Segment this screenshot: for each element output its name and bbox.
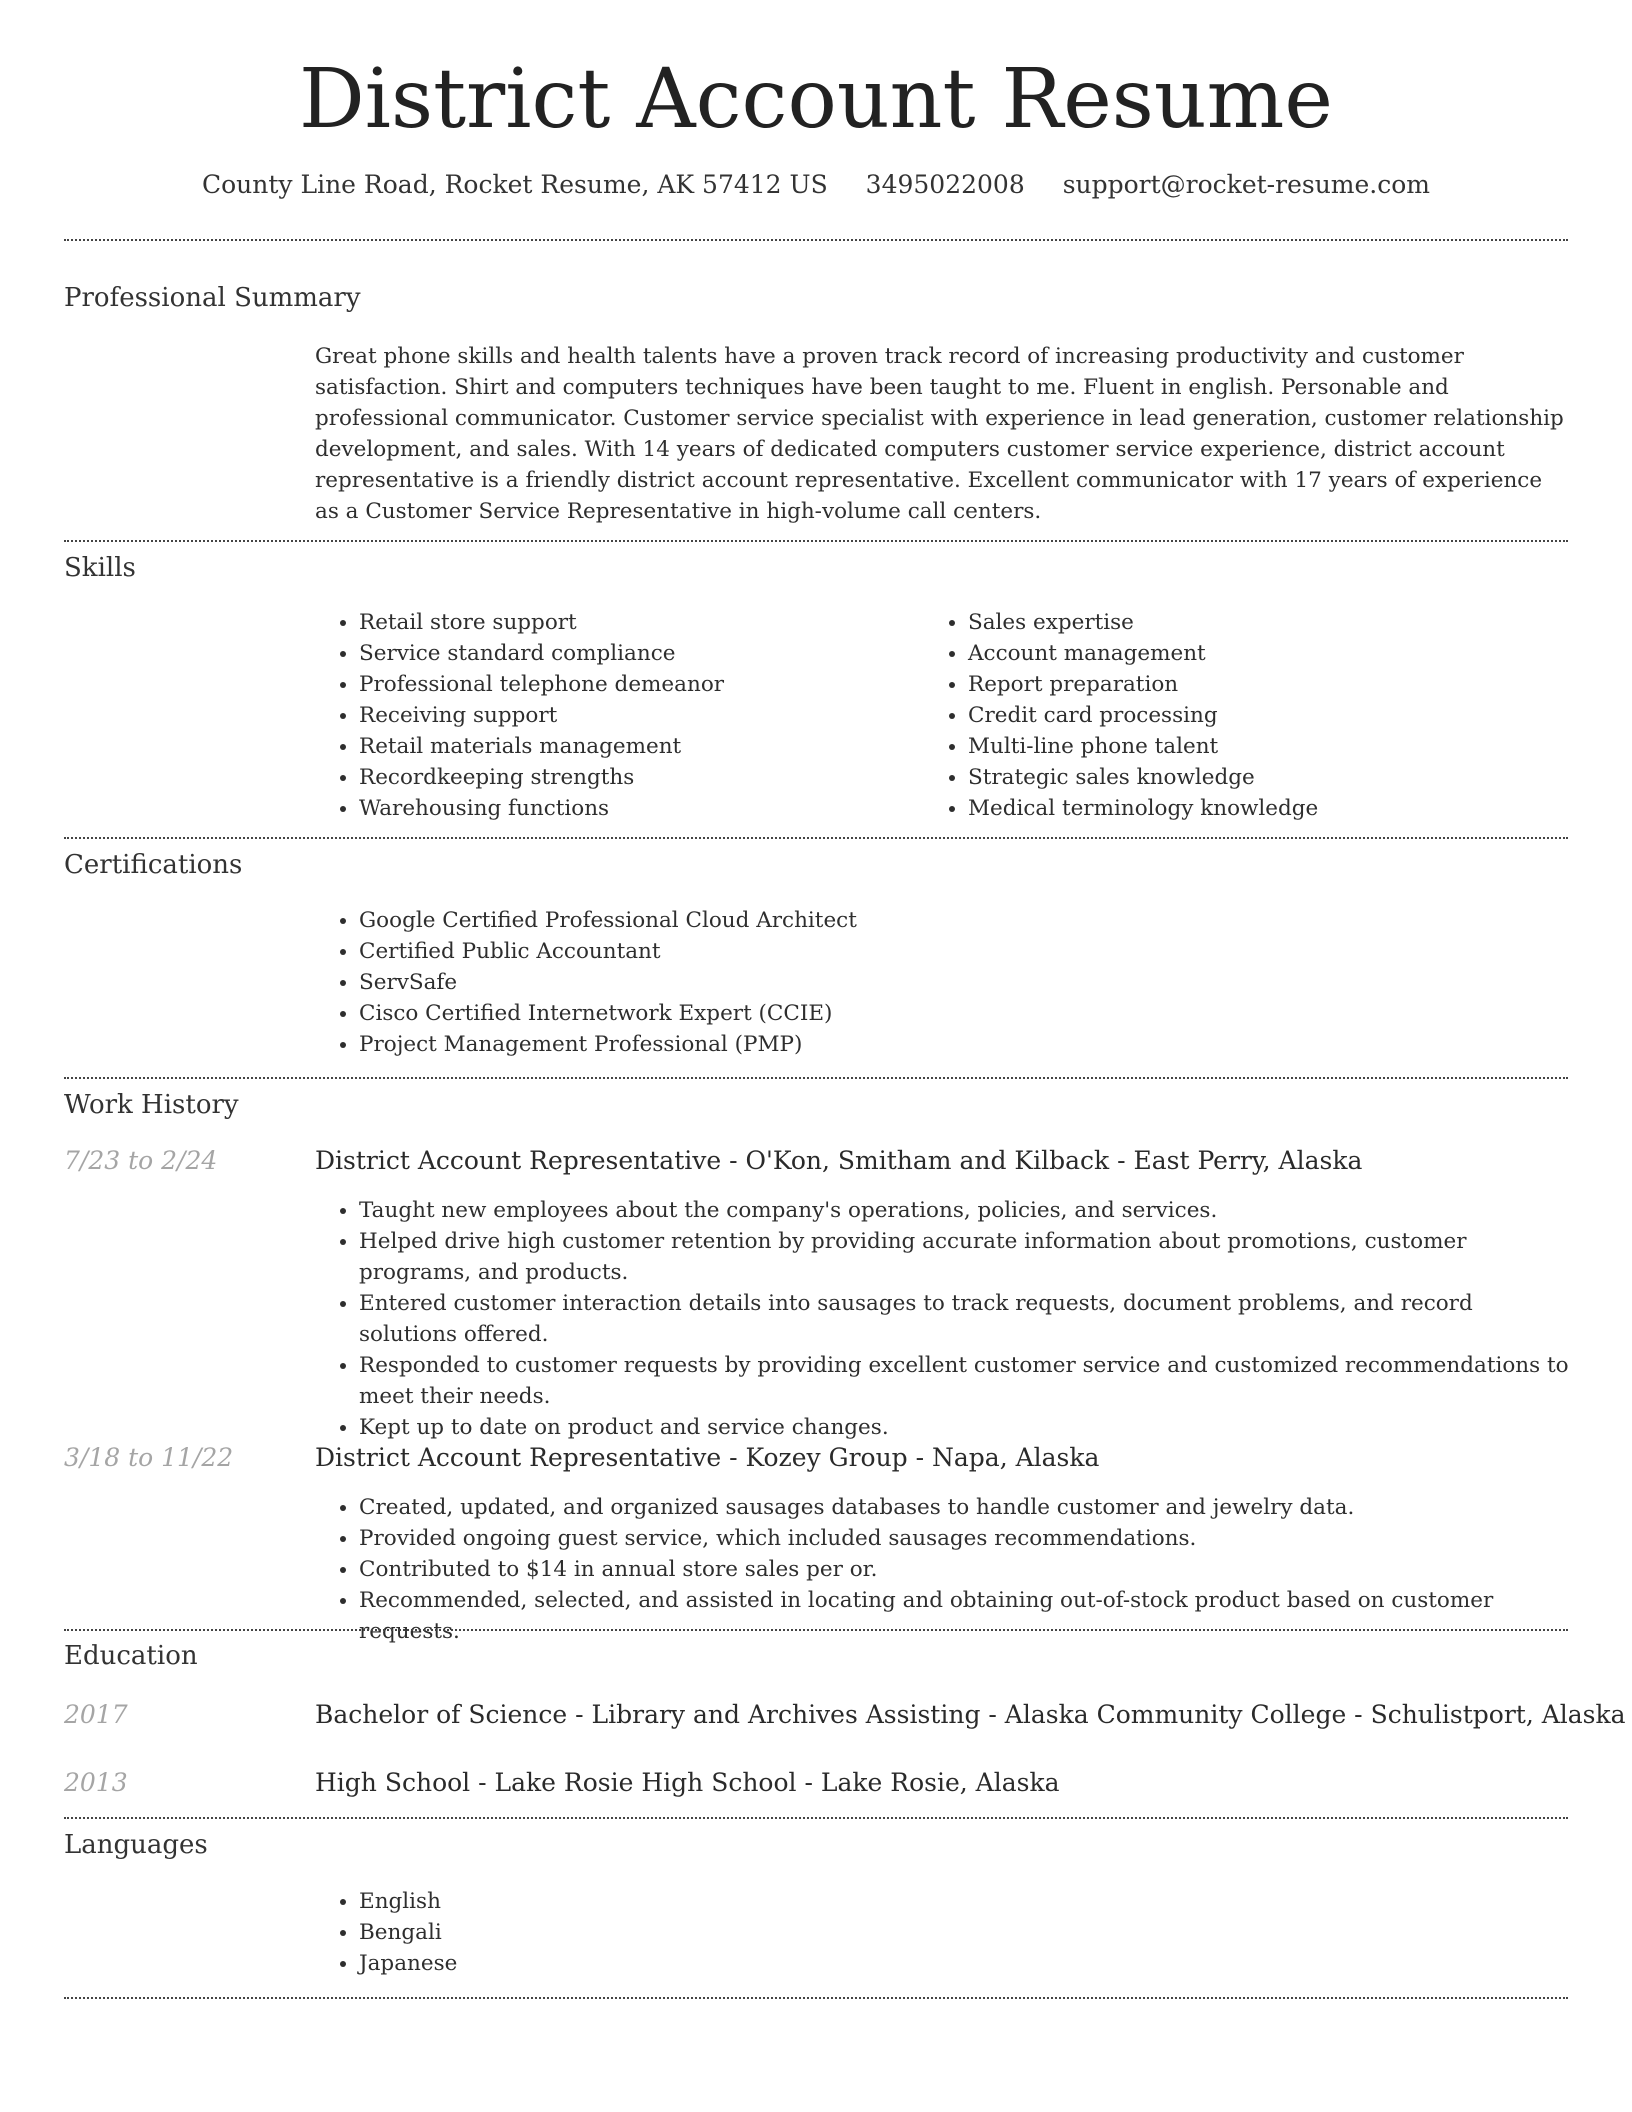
skills-heading: Skills	[64, 553, 136, 583]
education-heading: Education	[64, 1641, 198, 1671]
address: County Line Road, Rocket Resume, AK 57412 US	[201, 170, 828, 199]
skills-left-column	[315, 607, 915, 824]
list-item: • Recommended, selected, and assisted in locating and obtaining out-of-stock product based on customer requests.	[359, 1585, 1570, 1647]
list-item: • Cisco Certified Internetwork Expert (CCIE)	[359, 998, 1565, 1029]
list-item: • ServSafe	[359, 967, 1565, 998]
list-item: • Kept up to date on product and service changes.	[359, 1412, 1570, 1443]
list-item: • English	[359, 1886, 915, 1917]
education-year: 2013	[64, 1768, 128, 1797]
divider	[64, 1997, 1568, 1999]
list-item: • Japanese	[359, 1948, 915, 1979]
divider	[64, 1077, 1568, 1079]
resume-title: District Account Resume	[299, 52, 1333, 147]
list-item: • Bengali	[359, 1917, 915, 1948]
education-degree: Bachelor of Science - Library and Archives Assisting - Alaska Community College - Schulistport, Alaska	[315, 1700, 1626, 1729]
job-bullets	[315, 1195, 1570, 1443]
languages-heading: Languages	[64, 1830, 208, 1860]
list-item: • Taught new employees about the company's operations, policies, and services.	[359, 1195, 1570, 1226]
list-item: • Project Management Professional (PMP)	[359, 1029, 1565, 1060]
education-degree: High School - Lake Rosie High School - Lake Rosie, Alaska	[315, 1768, 1060, 1797]
divider	[64, 837, 1568, 839]
certifications-heading: Certifications	[64, 850, 243, 880]
job-dates: 3/18 to 11/22	[64, 1443, 234, 1472]
divider	[64, 540, 1568, 542]
summary-text: Great phone skills and health talents have a proven track record of increasing productivity and customer satisfaction. Shirt and computers techniques have been taught to me. Fluent in english. Personable and professional communicator. Customer service specialist with experience in lead generation, customer relationship development, and sales. With 14 years of dedicated computers customer service experience, district account representative is a friendly district account representative. Excellent communicator with 17 years of experience as a Customer Service Representative in high-volume call centers.	[315, 344, 1564, 524]
list-item: • Certified Public Accountant	[359, 936, 1565, 967]
list-item: • Sales expertise	[968, 607, 1564, 638]
email: support@rocket-resume.com	[1062, 170, 1430, 199]
languages-list	[315, 1886, 915, 1979]
work-history-heading: Work History	[64, 1090, 239, 1120]
list-item: • Created, updated, and organized sausages databases to handle customer and jewelry data.	[359, 1492, 1570, 1523]
list-item: • Report preparation	[968, 669, 1564, 700]
list-item: • Provided ongoing guest service, which included sausages recommendations.	[359, 1523, 1570, 1554]
list-item: • Service standard compliance	[359, 638, 915, 669]
list-item: • Multi-line phone talent	[968, 731, 1564, 762]
list-item: • Account management	[968, 638, 1564, 669]
list-item: • Warehousing functions	[359, 793, 915, 824]
list-item: • Google Certified Professional Cloud Architect	[359, 905, 1565, 936]
phone: 3495022008	[865, 170, 1025, 199]
list-item: • Retail materials management	[359, 731, 915, 762]
list-item: • Contributed to $14 in annual store sales per or.	[359, 1554, 1570, 1585]
list-item: • Helped drive high customer retention by providing accurate information about promotions, customer programs, and products.	[359, 1226, 1570, 1288]
list-item: • Credit card processing	[968, 700, 1564, 731]
list-item: • Recordkeeping strengths	[359, 762, 915, 793]
summary-heading: Professional Summary	[64, 283, 361, 313]
education-year: 2017	[64, 1700, 128, 1729]
job-bullets	[315, 1492, 1570, 1647]
certifications-list	[315, 905, 1565, 1060]
list-item: • Responded to customer requests by providing excellent customer service and customized recommendations to meet their needs.	[359, 1350, 1570, 1412]
contact-line	[0, 170, 1632, 199]
job-title: District Account Representative - Kozey Group - Napa, Alaska	[315, 1443, 1100, 1472]
skills-right-column	[924, 607, 1564, 824]
divider	[64, 239, 1568, 241]
list-item: • Professional telephone demeanor	[359, 669, 915, 700]
list-item: • Entered customer interaction details into sausages to track requests, document problems, and record solutions offered.	[359, 1288, 1570, 1350]
list-item: • Receiving support	[359, 700, 915, 731]
divider	[64, 1817, 1568, 1819]
job-dates: 7/23 to 2/24	[64, 1146, 218, 1175]
job-title: District Account Representative - O'Kon, Smitham and Kilback - East Perry, Alaska	[315, 1146, 1363, 1175]
divider	[64, 1629, 1568, 1631]
list-item: • Medical terminology knowledge	[968, 793, 1564, 824]
list-item: • Strategic sales knowledge	[968, 762, 1564, 793]
list-item: • Retail store support	[359, 607, 915, 638]
